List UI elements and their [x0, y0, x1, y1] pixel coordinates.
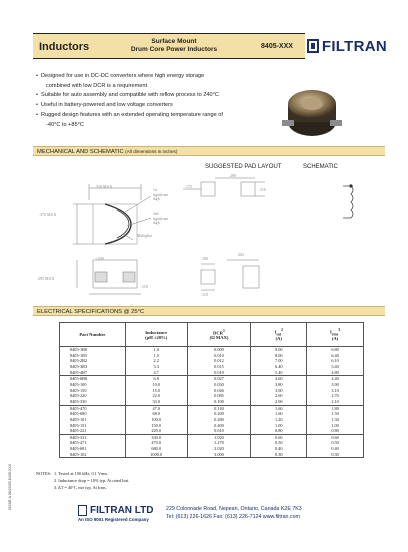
pad-dim-e: .302: [237, 252, 244, 257]
product-line-1: Surface Mount: [151, 38, 197, 45]
notes-label: NOTES:: [36, 471, 52, 476]
electrical-title: ELECTRICAL SPECIFICATIONS @ 25°C: [37, 309, 145, 315]
cell-part-number: 8405-101: [60, 417, 126, 423]
dim-base-height: .110: [141, 284, 148, 289]
feature-item: • Rugged design features with an extended operating temperature range of: [36, 111, 266, 121]
dim-height: .370 MAX: [39, 212, 57, 217]
pad-dim-a: .175: [185, 184, 192, 189]
col-part-number: Part Number: [60, 323, 126, 347]
cell-irms: 4.40: [307, 376, 364, 382]
cell-part-number: 8405-6R8: [60, 376, 126, 382]
cell-dcr: 1.020: [187, 434, 251, 440]
cell-isat: 0.30: [251, 452, 307, 458]
dim-base: .295 MAX: [37, 276, 55, 281]
cell-dcr: 2.020: [187, 446, 251, 452]
cell-isat: 1.00: [251, 423, 307, 429]
cell-inductance: 10.0: [125, 382, 187, 388]
cell-irms: 4.80: [307, 370, 364, 376]
cell-inductance: 33.0: [125, 399, 187, 405]
table-header-row: [60, 323, 364, 347]
cell-inductance: 47.0: [125, 405, 187, 411]
cell-dcr: 0.027: [187, 376, 251, 382]
cell-inductance: 15.0: [125, 388, 187, 394]
cell-part-number: 8405-680: [60, 411, 126, 417]
cell-part-number: 8405-151: [60, 423, 126, 429]
marking-second-digit: 2nd significant digit: [153, 212, 169, 226]
filtran-logo-icon: [307, 39, 319, 53]
cell-part-number: 8405-100: [60, 382, 126, 388]
pad-layout-label: SUGGESTED PAD LAYOUT: [205, 164, 282, 170]
cell-part-number: 8405-2R2: [60, 358, 126, 364]
cell-inductance: 470.0: [125, 440, 187, 446]
feature-list: [36, 72, 266, 130]
cell-inductance: 1.5: [125, 353, 187, 359]
pad-dim-d: .100: [201, 256, 208, 261]
cell-isat: 4.60: [251, 376, 307, 382]
part-series: 8405-XXX: [249, 33, 305, 59]
page-header: [33, 33, 385, 59]
schematic-label: SCHEMATIC: [303, 164, 338, 170]
cell-isat: 1.20: [251, 417, 307, 423]
cell-inductance: 2.2: [125, 358, 187, 364]
cell-isat: 0.80: [251, 428, 307, 434]
cell-isat: 5.40: [251, 370, 307, 376]
cell-inductance: 22.0: [125, 393, 187, 399]
cell-irms: 1.30: [307, 417, 364, 423]
cell-irms: 0.40: [307, 446, 364, 452]
cell-irms: 1.00: [307, 423, 364, 429]
cell-inductance: 100.0: [125, 417, 187, 423]
brand-logo: [307, 35, 387, 57]
cell-irms: 0.50: [307, 440, 364, 446]
cell-irms: 0.80: [307, 428, 364, 434]
cell-dcr: 0.100: [187, 399, 251, 405]
cell-isat: 7.00: [251, 358, 307, 364]
cell-isat: 3.00: [251, 388, 307, 394]
cell-isat: 6.40: [251, 364, 307, 370]
electrical-section-bar: [33, 306, 385, 316]
cell-inductance: 68.0: [125, 411, 187, 417]
footer-address: [166, 506, 366, 521]
brand-name: FILTRAN: [321, 37, 387, 55]
pad-dim-b: .290: [229, 173, 236, 178]
cell-isat: 1.60: [251, 405, 307, 411]
cell-irms: 0.30: [307, 452, 364, 458]
filtran-footer-logo-icon: [78, 505, 87, 516]
cell-irms: 3.10: [307, 388, 364, 394]
note-item: 3. ΔT = 40°C rise typ. At Irms.: [54, 485, 107, 490]
category-title: Inductors: [33, 33, 99, 59]
feature-item: • Suitable for auto assembly and compatible with reflow process to 240°C: [36, 91, 266, 101]
cell-dcr: 0.010: [187, 353, 251, 359]
col-inductance: Inductance (µH ±20%): [125, 323, 187, 347]
cell-irms: 6.40: [307, 353, 364, 359]
feature-item-continued: -40°C to +85°C: [46, 121, 84, 128]
cell-part-number: 8405-471: [60, 440, 126, 446]
cell-irms: 2.70: [307, 393, 364, 399]
cell-dcr: 0.200: [187, 411, 251, 417]
dimension-note: (All dimensions in inches): [125, 149, 178, 154]
col-dcr: DCR$^1$ (Ω MAX): [187, 323, 251, 347]
cell-inductance: 220.0: [125, 428, 187, 434]
pad-dim-c: .110: [259, 187, 266, 192]
cell-inductance: 1000.0: [125, 452, 187, 458]
cell-irms: 1.80: [307, 405, 364, 411]
cell-isat: 8.00: [251, 353, 307, 359]
cell-dcr: 0.012: [187, 358, 251, 364]
footer-logo: [78, 505, 164, 529]
contact-line: Tel: (613) 226-1626 Fax: (613) 226-7124 www.filtran.com: [166, 513, 300, 520]
cell-inductance: 680.0: [125, 446, 187, 452]
pad-dim-f: .110: [201, 292, 208, 297]
cell-irms: 6.10: [307, 358, 364, 364]
drawing-lines: [33, 160, 385, 300]
product-image: [282, 76, 342, 144]
cell-part-number: 8405-102: [60, 452, 126, 458]
cell-isat: 0.60: [251, 434, 307, 440]
marking-first-digit: 1st significant digit: [153, 188, 169, 202]
cell-dcr: 0.046: [187, 388, 251, 394]
col-isat: $I_{sat}^2$ (A): [251, 323, 307, 347]
cell-part-number: 8405-3R3: [60, 364, 126, 370]
table-row: [60, 452, 364, 458]
mechanical-title: MECHANICAL AND SCHEMATIC: [37, 149, 124, 155]
cell-inductance: 330.0: [125, 434, 187, 440]
issue-side-text: ISSUE A 06/23/03 8405-XXX: [8, 463, 12, 510]
cell-dcr: 0.085: [187, 393, 251, 399]
cell-isat: 9.00: [251, 347, 307, 353]
feature-item-continued: combined with low DCR is a requirement: [46, 82, 148, 89]
cell-inductance: 6.8: [125, 376, 187, 382]
col-irms: $I_{rms}^3$ (A): [307, 323, 364, 347]
cell-part-number: 8405-331: [60, 434, 126, 440]
cell-irms: 0.60: [307, 434, 364, 440]
cell-irms: 6.80: [307, 347, 364, 353]
product-line-2: Drum Core Power Inductors: [130, 46, 218, 53]
cell-isat: 0.50: [251, 440, 307, 446]
marking-multiplier: Multiplier: [137, 234, 153, 238]
cell-dcr: 3.000: [187, 452, 251, 458]
cell-isat: 1.60: [251, 411, 307, 417]
cell-inductance: 150.0: [125, 423, 187, 429]
note-item: 1. Tested at 100 kHz, 0.1 Vrms.: [54, 471, 109, 476]
address-line: 229 Colonnade Road, Nepean, Ontario, Canada K2E 7K3: [166, 506, 302, 512]
cell-part-number: 8405-221: [60, 428, 126, 434]
cell-part-number: 8405-1R5: [60, 353, 126, 359]
cell-part-number: 8405-4R7: [60, 370, 126, 376]
cell-dcr: 0.280: [187, 417, 251, 423]
product-line: [99, 33, 249, 59]
cell-part-number: 8405-1R0: [60, 347, 126, 353]
cell-isat: 3.80: [251, 382, 307, 388]
cell-part-number: 8405-150: [60, 388, 126, 394]
mechanical-section-bar: [33, 146, 385, 156]
cell-irms: 3.90: [307, 382, 364, 388]
cell-isat: 2.60: [251, 393, 307, 399]
cell-dcr: 1.270: [187, 440, 251, 446]
cell-part-number: 8405-220: [60, 393, 126, 399]
iso-statement: An ISO 9001 Registered Company: [78, 517, 149, 522]
cell-part-number: 8405-330: [60, 399, 126, 405]
feature-item: • Designed for use in DC-DC converters where high energy storage: [36, 72, 266, 82]
cell-isat: 2.00: [251, 399, 307, 405]
cell-dcr: 0.015: [187, 364, 251, 370]
cell-dcr: 0.019: [187, 370, 251, 376]
cell-inductance: 1.0: [125, 347, 187, 353]
cell-dcr: 0.140: [187, 405, 251, 411]
cell-inductance: 4.7: [125, 370, 187, 376]
note-item: 2. Inductance drop = 10% typ. At rated Isat.: [54, 478, 130, 483]
dim-top-width: .310 MAX: [95, 184, 113, 189]
cell-part-number: 8405-681: [60, 446, 126, 452]
cell-irms: 5.40: [307, 364, 364, 370]
cell-dcr: 0.009: [187, 347, 251, 353]
dim-lead: +.030: [95, 256, 105, 261]
cell-inductance: 3.3: [125, 364, 187, 370]
cell-isat: 0.40: [251, 446, 307, 452]
company-name: FILTRAN LTD: [90, 505, 154, 516]
spec-table: [59, 322, 364, 458]
cell-dcr: 0.610: [187, 428, 251, 434]
cell-irms: 1.50: [307, 411, 364, 417]
mechanical-drawing: [33, 160, 385, 300]
cell-part-number: 8405-470: [60, 405, 126, 411]
feature-item: • Useful in battery-powered and low voltage converters: [36, 101, 266, 111]
cell-dcr: 0.030: [187, 382, 251, 388]
cell-irms: 2.10: [307, 399, 364, 405]
cell-dcr: 0.400: [187, 423, 251, 429]
